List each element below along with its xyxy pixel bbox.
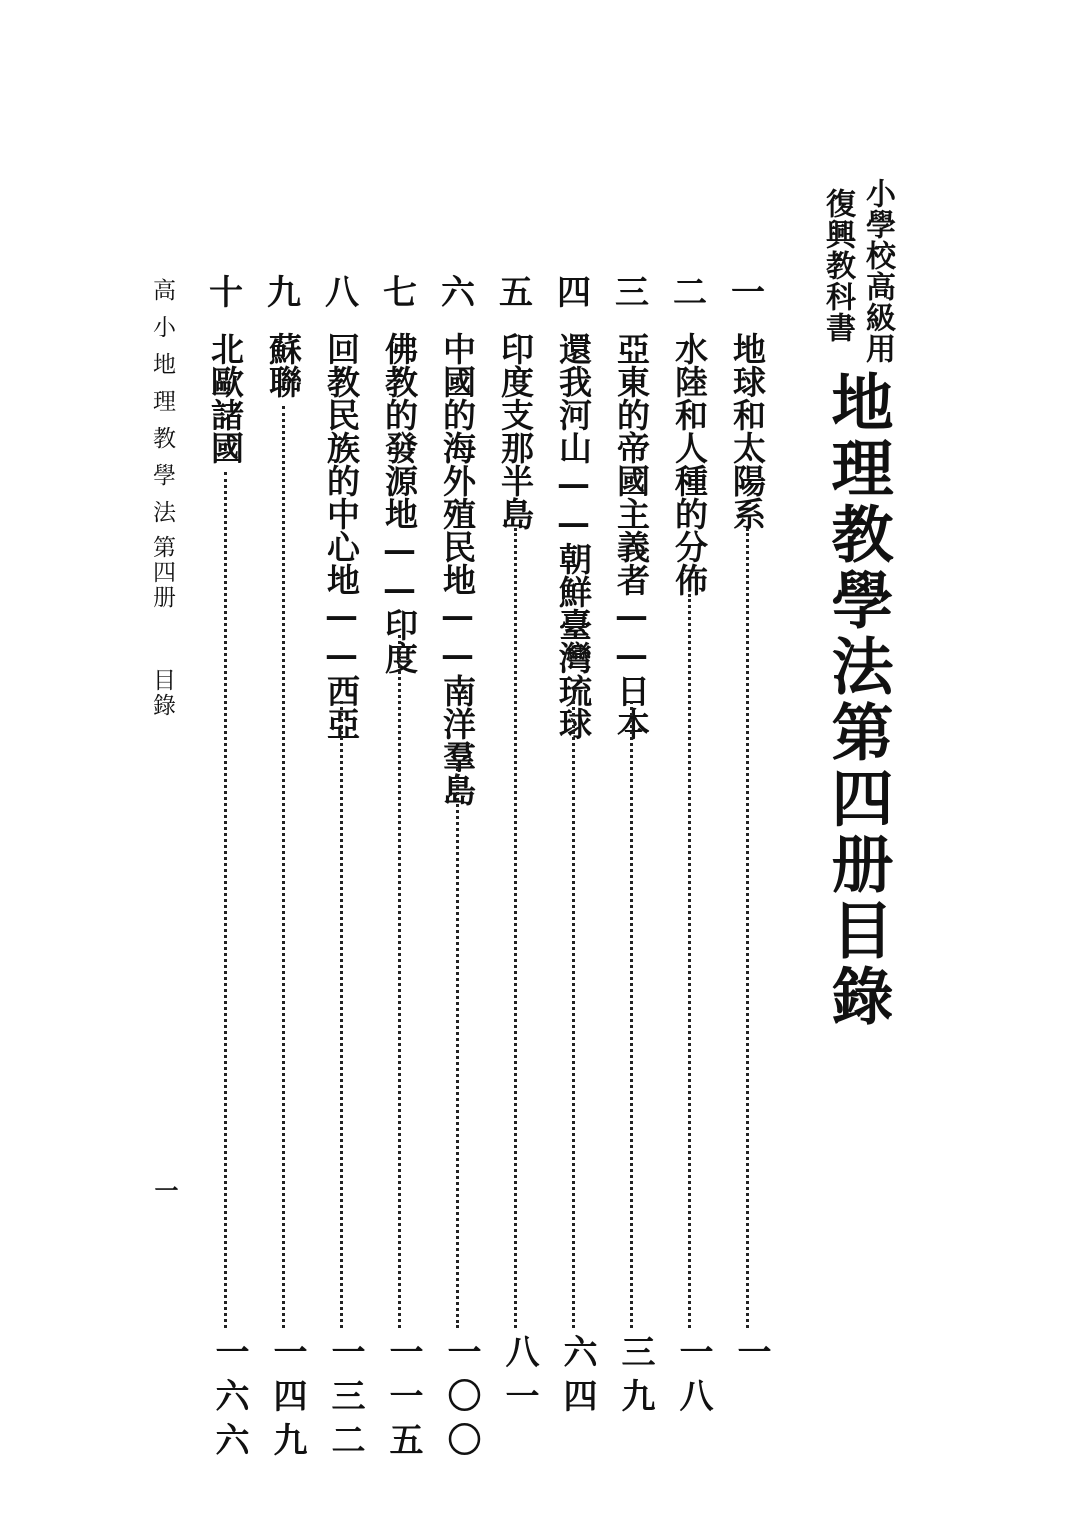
entry-number: 七 xyxy=(383,273,417,313)
dot-leader xyxy=(630,701,637,1328)
entry-number: 三 xyxy=(615,273,649,313)
dot-leader xyxy=(572,701,579,1328)
running-head-volume: 第四册 xyxy=(149,535,175,610)
dot-leader xyxy=(224,472,231,1328)
entry-page: 一六六 xyxy=(209,1334,249,1466)
dot-leader xyxy=(688,594,695,1328)
toc-entry-8 xyxy=(322,273,365,1466)
entry-number: 四 xyxy=(557,273,591,313)
entry-number: 八 xyxy=(325,273,359,313)
entry-number: 五 xyxy=(499,273,533,313)
entry-page: 八一 xyxy=(499,1334,539,1422)
entry-title: 亞東的帝國主義者——日本 xyxy=(612,332,651,740)
entry-page: 三九 xyxy=(615,1334,655,1422)
entry-page: 一四九 xyxy=(267,1334,307,1466)
entry-title: 中國的海外殖民地——南洋羣島 xyxy=(438,332,477,806)
toc-entry-9 xyxy=(264,273,307,1466)
series-label-line-1: 小學校高級用 xyxy=(860,178,895,364)
toc-entry-7 xyxy=(380,273,423,1466)
entry-title: 還我河山——朝鮮臺灣琉球 xyxy=(554,332,593,740)
folio-number: 一 xyxy=(150,1178,179,1202)
toc-entry-10 xyxy=(206,273,249,1466)
entry-page: 一八 xyxy=(673,1334,713,1422)
toc-entry-5 xyxy=(496,273,539,1431)
entry-title: 水陸和人種的分佈 xyxy=(670,332,709,596)
entry-title: 回教民族的中心地——西亞 xyxy=(322,332,361,740)
entry-page: 一三二 xyxy=(325,1334,365,1466)
entry-title: 地球和太陽系 xyxy=(728,332,767,530)
dot-leader xyxy=(746,528,753,1328)
dot-leader xyxy=(282,406,289,1328)
dot-leader xyxy=(456,763,463,1328)
entry-title: 印度支那半島 xyxy=(496,332,535,530)
running-head-book: 高小地理教學法 xyxy=(149,278,175,537)
entry-title: 北歐諸國 xyxy=(206,332,245,464)
toc-entry-2 xyxy=(670,273,713,1431)
entry-number: 九 xyxy=(267,273,301,313)
entry-page: 一 xyxy=(731,1334,771,1378)
running-head-section: 目錄 xyxy=(149,668,175,718)
entry-page: 一〇〇 xyxy=(441,1334,481,1466)
entry-page: 六四 xyxy=(557,1334,597,1422)
dot-leader xyxy=(398,635,405,1328)
entry-title: 蘇聯 xyxy=(264,332,303,398)
toc-entry-6 xyxy=(438,273,481,1466)
toc-entry-4 xyxy=(554,273,597,1431)
entry-number: 一 xyxy=(731,273,765,313)
dot-leader xyxy=(514,528,521,1328)
toc-entry-1 xyxy=(728,273,771,1431)
entry-title: 佛教的發源地——印度 xyxy=(380,332,419,674)
entry-number: 十 xyxy=(209,273,243,313)
entry-page: 一一五 xyxy=(383,1334,423,1466)
entry-number: 六 xyxy=(441,273,475,313)
series-label-line-2: 復興教科書 xyxy=(820,188,855,343)
entry-number: 二 xyxy=(673,273,707,313)
page-title: 地理教學法第四册目錄 xyxy=(821,370,894,1030)
toc-entry-3 xyxy=(612,273,655,1431)
dot-leader xyxy=(340,701,347,1328)
